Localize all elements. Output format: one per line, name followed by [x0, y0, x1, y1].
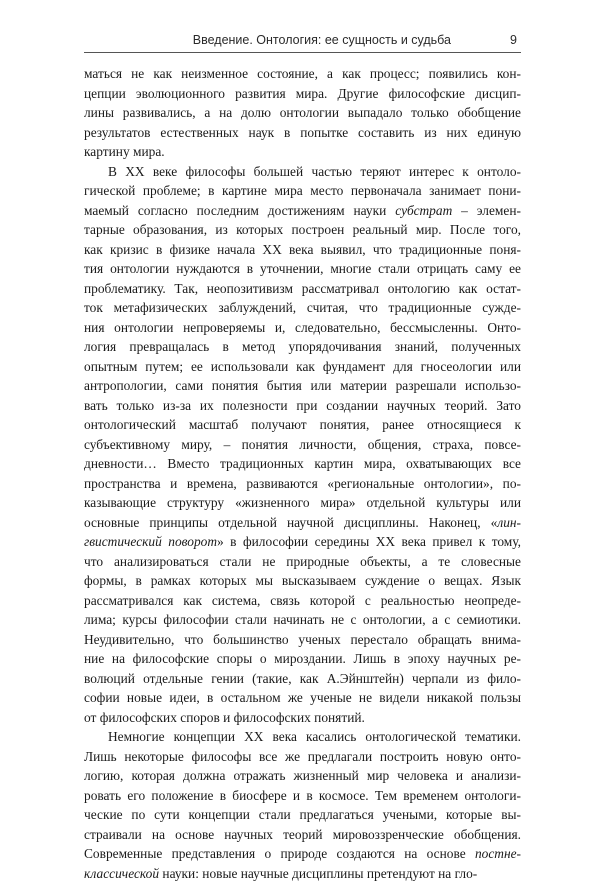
text-line: Современные представления о природе создаются на основе постне-: [84, 844, 521, 864]
text-line: картину мира.: [84, 142, 521, 162]
text-line: волюций отдельные гении (такие, как А.Эйнштейн) черпали из фило-: [84, 669, 521, 689]
running-header-title: Введение. Онтология: ее сущность и судьба: [193, 33, 451, 47]
text-line: проблематику. Так, неопозитивизм рассматривал онтологию как остат-: [84, 279, 521, 299]
text-line: лины развивались, а на долю онтологии выпадало только обобщение: [84, 103, 521, 123]
text-line: классической науки: новые научные дисциплины претендуют на гло-: [84, 864, 521, 883]
text-line: маться не как неизменное состояние, а как процесс; появились кон-: [84, 64, 521, 84]
text-line: формы, в рамках которых мы высказываем суждение о вещах. Язык: [84, 571, 521, 591]
text-line: опытным путем; ее использовали как фундамент для гносеологии или: [84, 357, 521, 377]
text-line: вать только из-за их полезности при создании научных теорий. Зато: [84, 396, 521, 416]
text-line: Неудивительно, что большинство ученых перестало обращать внима-: [84, 630, 521, 650]
text-line: антропологии, сами понятия бытия или материи разрешали использо-: [84, 376, 521, 396]
running-header: [84, 30, 521, 53]
text-line: логию, которая должна отражать жизненный мир человека и анализи-: [84, 766, 521, 786]
text-line: тия онтологии нуждаются в уточнении, многие стали отрицать саму ее: [84, 259, 521, 279]
text-line: ток метафизических заблуждений, считая, что традиционные сужде-: [84, 298, 521, 318]
text-line: гической проблеме; в картине мира место первоначала занимает пони-: [84, 181, 521, 201]
text-line: от философских споров и философских понятий.: [84, 708, 521, 728]
page-number: 9: [510, 33, 517, 47]
text-line: дневности… Вместо традиционных картин мира, охватывающих все: [84, 454, 521, 474]
text-line: ние на философские споры о мироздании. Лишь в эпоху научных ре-: [84, 649, 521, 669]
text-line: результатов естественных наук в попытке составить из них единую: [84, 123, 521, 143]
text-line: ровать его положение в биосфере и в космосе. Тем временем онтологи-: [84, 786, 521, 806]
paragraph: [84, 162, 521, 728]
text-line: ния онтологии непроверяемы и, следовательно, бессмысленны. Онто-: [84, 318, 521, 338]
text-line: страивали на основе научных теорий мировоззренческие обобщения.: [84, 825, 521, 845]
text-line: софии новые идеи, в остальном же ученые не видели никакой пользы: [84, 688, 521, 708]
text-line: основные принципы отдельной научной дисциплины. Наконец, «лин-: [84, 513, 521, 533]
text-line: лима; курсы философии стали начинать не с онтологии, а с семиотики.: [84, 610, 521, 630]
text-line: как кризис в физике начала XX века выявил, что традиционные поня-: [84, 240, 521, 260]
paragraph: [84, 727, 521, 883]
text-line: тарные образования, из которых построен реальный мир. После того,: [84, 220, 521, 240]
text-line: Лишь некоторые философы все же предлагали построить новую онто-: [84, 747, 521, 767]
text-line: гвистический поворот» в философии середины XX века привел к тому,: [84, 532, 521, 552]
text-line: В XX веке философы большей частью теряют интерес к онтоло-: [84, 162, 521, 182]
text-line: ческие по сути концепции стали предлагаться учеными, которые вы-: [84, 805, 521, 825]
text-line: онтологический масштаб получают понятия, ранее относящиеся к: [84, 415, 521, 435]
text-line: цепции эволюционного развития мира. Другие философские дисцип-: [84, 84, 521, 104]
paragraph: [84, 64, 521, 162]
text-line: логия превращалась в метод упорядочивания знаний, полученных: [84, 337, 521, 357]
page-body: [84, 64, 521, 883]
text-line: пространства и времена, развиваются «региональные онтологии», по-: [84, 474, 521, 494]
text-line: казывающие структуру «жизненного мира» отдельной культуры или: [84, 493, 521, 513]
text-line: маемый согласно последним достижениям науки субстрат – элемен-: [84, 201, 521, 221]
text-line: Немногие концепции XX века касались онтологической тематики.: [84, 727, 521, 747]
text-line: субъективному миру, – понятия личности, общения, страха, повсе-: [84, 435, 521, 455]
text-line: рассматривался как система, связь которой с реальностью неопреде-: [84, 591, 521, 611]
text-line: что анализироваться стали не природные объекты, а те словесные: [84, 552, 521, 572]
